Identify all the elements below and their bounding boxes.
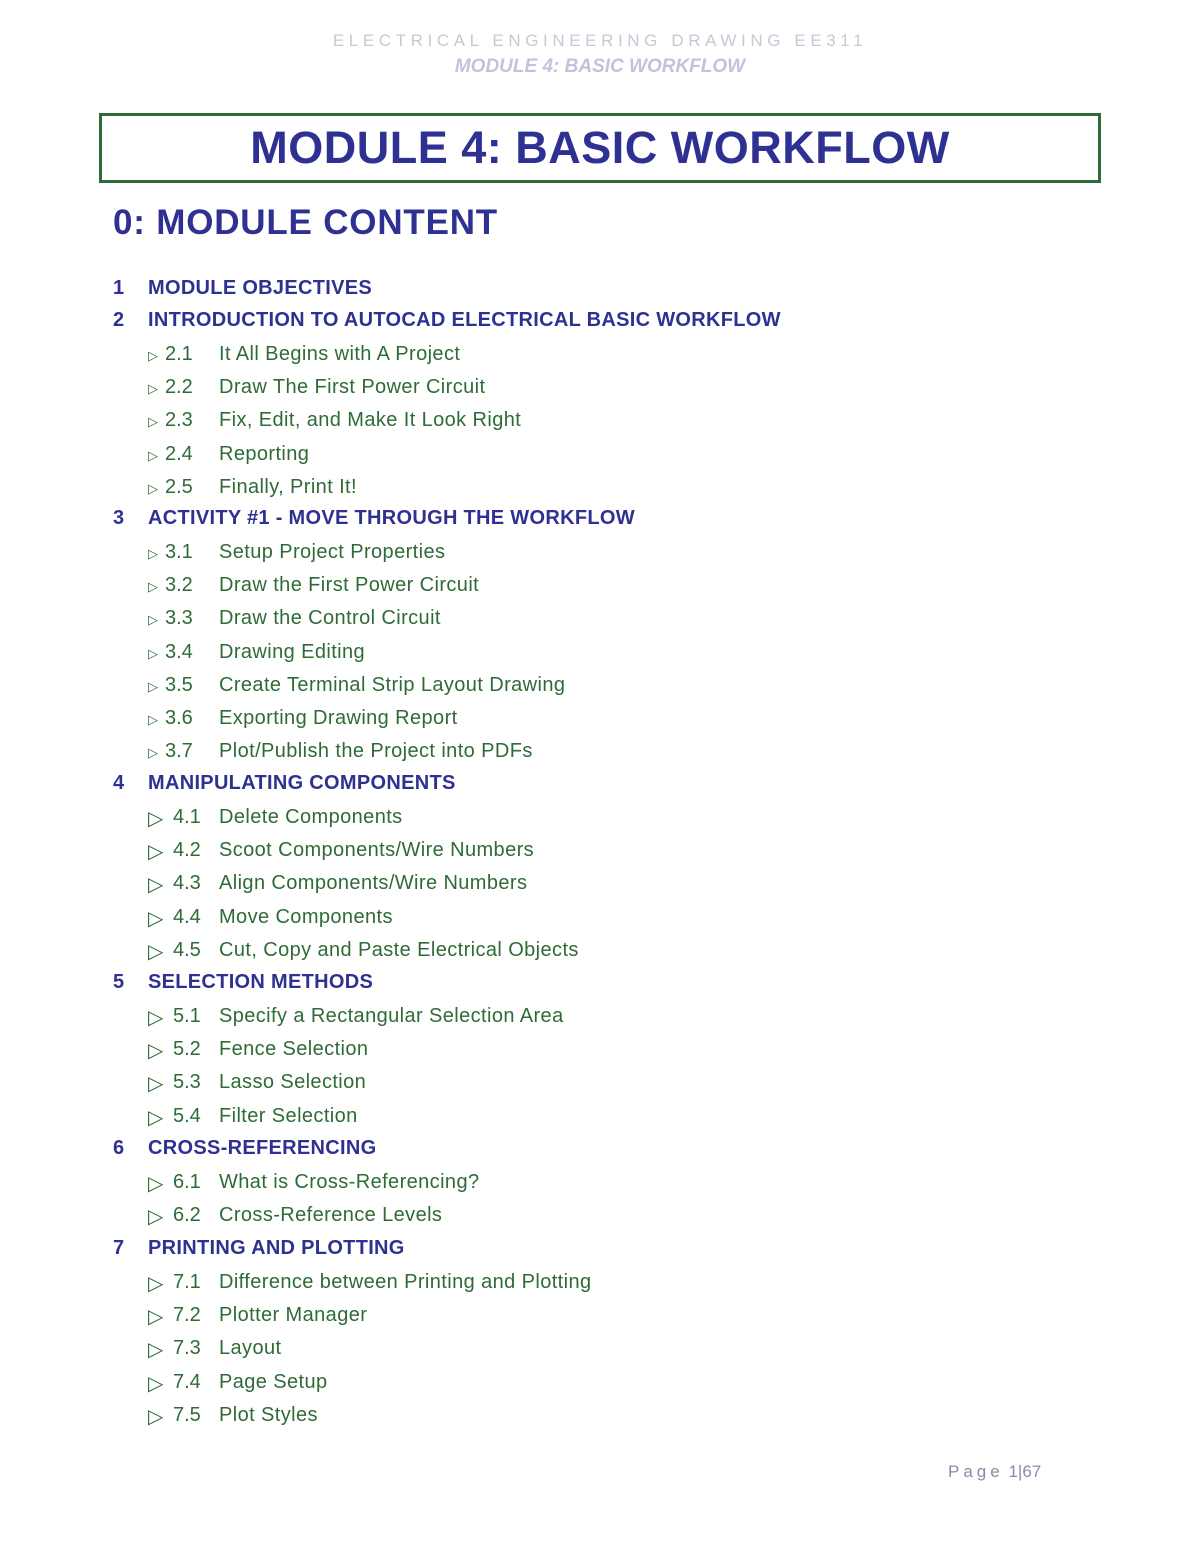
triangle-icon: ▷ — [148, 1273, 164, 1295]
toc-section-label: INTRODUCTION TO AUTOCAD ELECTRICAL BASIC WORKFLOW — [148, 309, 781, 331]
toc-subsection-label: Plotter Manager — [219, 1304, 368, 1327]
toc-section-number: 5 — [113, 971, 125, 993]
toc-subsection-label: Draw the First Power Circuit — [219, 574, 480, 597]
page-total: 67 — [1022, 1462, 1042, 1481]
toc-section-number: 6 — [113, 1137, 125, 1159]
toc-section-label: ACTIVITY #1 - MOVE THROUGH THE WORKFLOW — [148, 507, 635, 529]
toc-subsection-number: 3.7 — [165, 740, 193, 763]
triangle-icon: ▷ — [148, 1372, 164, 1395]
triangle-icon: ▷ — [148, 1173, 164, 1195]
module-title: MODULE 4: BASIC WORKFLOW — [250, 122, 950, 173]
small-triangle-icon: ▷ — [148, 381, 158, 397]
toc-subsection-label: Drawing Editing — [219, 640, 366, 663]
triangle-icon: ▷ — [148, 808, 164, 830]
toc-subsection-number: 3.3 — [165, 607, 193, 630]
toc-subsection-label: Fix, Edit, and Make It Look Right — [219, 409, 522, 432]
toc-subsection-number: 7.1 — [173, 1271, 201, 1293]
small-triangle-icon: ▷ — [148, 348, 158, 363]
toc-subsection-number: 3.5 — [165, 673, 193, 696]
toc-subsection-number: 5.1 — [173, 1005, 201, 1027]
toc-subsection-number: 4.1 — [173, 806, 201, 828]
toc-subsection-label: Scoot Components/Wire Numbers — [219, 839, 535, 862]
toc-subsection-label: Plot Styles — [219, 1403, 318, 1426]
toc-subsection-number: 2.4 — [165, 442, 193, 465]
toc-section-number: 7 — [113, 1237, 125, 1259]
page-separator: | — [1017, 1462, 1023, 1481]
toc-subsection-label: Filter Selection — [219, 1104, 358, 1127]
toc-section-label: CROSS-REFERENCING — [148, 1137, 377, 1159]
small-triangle-icon: ▷ — [148, 480, 158, 496]
toc-subsection-label: Difference between Printing and Plotting — [219, 1271, 592, 1293]
toc-section-label: MANIPULATING COMPONENTS — [148, 772, 456, 794]
small-triangle-icon: ▷ — [148, 645, 158, 661]
toc-subsection-number: 3.6 — [165, 707, 193, 729]
triangle-icon: ▷ — [148, 1007, 164, 1029]
toc-subsection-label: Cross-Reference Levels — [219, 1204, 443, 1227]
toc-subsection-number: 2.5 — [165, 475, 193, 498]
triangle-icon: ▷ — [148, 1306, 164, 1329]
toc-subsection-number: 7.4 — [173, 1370, 201, 1393]
toc-subsection-number: 2.1 — [165, 343, 193, 365]
triangle-icon: ▷ — [148, 1073, 164, 1096]
triangle-icon: ▷ — [148, 841, 164, 864]
toc-subsection-number: 5.3 — [173, 1071, 201, 1094]
page-number: 1 — [1008, 1462, 1018, 1481]
toc-subsection-number: 5.4 — [173, 1104, 201, 1127]
toc-section-label: SELECTION METHODS — [148, 971, 374, 993]
toc-subsection-label: Layout — [219, 1337, 282, 1360]
triangle-icon: ▷ — [148, 1339, 164, 1362]
small-triangle-icon: ▷ — [148, 579, 158, 595]
running-header-course: ELECTRICAL ENGINEERING DRAWING EE311 — [332, 31, 868, 50]
toc-section-number: 1 — [113, 277, 125, 299]
toc-subsection-label: Create Terminal Strip Layout Drawing — [219, 673, 566, 696]
toc-subsection-number: 7.5 — [173, 1403, 201, 1426]
toc-subsection-label: Plot/Publish the Project into PDFs — [219, 740, 533, 763]
toc-subsection-label: Fence Selection — [219, 1038, 369, 1061]
toc-section-label: PRINTING AND PLOTTING — [148, 1237, 405, 1259]
small-triangle-icon: ▷ — [148, 447, 158, 463]
toc-subsection-label: Lasso Selection — [219, 1071, 367, 1094]
toc-subsection-label: Cut, Copy and Paste Electrical Objects — [219, 938, 579, 961]
toc-subsection-label: What is Cross-Referencing? — [219, 1171, 480, 1193]
toc-subsection-label: Move Components — [219, 905, 393, 928]
toc-section-number: 3 — [113, 507, 125, 529]
small-triangle-icon: ▷ — [148, 612, 158, 628]
toc-subsection-number: 6.1 — [173, 1171, 201, 1193]
toc-subsection-number: 3.4 — [165, 640, 193, 663]
toc-subsection-label: Reporting — [219, 442, 310, 465]
triangle-icon: ▷ — [148, 940, 164, 963]
page-footer — [948, 1462, 1041, 1482]
toc-section-number: 2 — [113, 309, 125, 331]
small-triangle-icon: ▷ — [148, 712, 158, 727]
toc-subsection-label: Delete Components — [219, 806, 403, 828]
toc-subsection-number: 2.3 — [165, 409, 193, 432]
triangle-icon: ▷ — [148, 1106, 164, 1129]
triangle-icon: ▷ — [148, 874, 164, 897]
triangle-icon: ▷ — [148, 1206, 164, 1229]
toc-subsection-label: Finally, Print It! — [219, 475, 357, 498]
triangle-icon: ▷ — [148, 1040, 164, 1063]
toc-subsection-number: 4.4 — [173, 905, 201, 928]
toc-subsection-label: It All Begins with A Project — [219, 343, 461, 365]
toc-subsection-label: Draw The First Power Circuit — [219, 376, 486, 399]
small-triangle-icon: ▷ — [148, 414, 158, 430]
toc-subsection-label: Setup Project Properties — [219, 541, 446, 563]
toc-subsection-number: 4.2 — [173, 839, 201, 862]
toc-subsection-label: Specify a Rectangular Selection Area — [219, 1005, 564, 1027]
toc-subsection-number: 6.2 — [173, 1204, 201, 1227]
toc-subsection-number: 5.2 — [173, 1038, 201, 1061]
toc-subsection-number: 7.2 — [173, 1304, 201, 1327]
small-triangle-icon: ▷ — [148, 745, 158, 761]
small-triangle-icon: ▷ — [148, 546, 158, 561]
small-triangle-icon: ▷ — [148, 678, 158, 694]
toc-section-label: MODULE OBJECTIVES — [148, 277, 373, 299]
toc-subsection-number: 4.5 — [173, 938, 201, 961]
toc-subsection-number: 7.3 — [173, 1337, 201, 1360]
toc-subsection-label: Align Components/Wire Numbers — [219, 872, 528, 895]
running-header-module: MODULE 4: BASIC WORKFLOW — [454, 56, 746, 77]
page-word: Page — [948, 1462, 1004, 1481]
toc-subsection-number: 3.2 — [165, 574, 193, 597]
section-heading: 0: MODULE CONTENT — [113, 203, 498, 242]
toc-subsection-label: Draw the Control Circuit — [219, 607, 441, 630]
toc-subsection-label: Exporting Drawing Report — [219, 707, 458, 729]
toc-subsection-number: 2.2 — [165, 376, 193, 399]
toc-subsection-number: 3.1 — [165, 541, 193, 563]
toc-subsection-number: 4.3 — [173, 872, 201, 895]
toc-subsection-label: Page Setup — [219, 1370, 328, 1393]
triangle-icon: ▷ — [148, 907, 164, 930]
triangle-icon: ▷ — [148, 1405, 164, 1428]
toc-section-number: 4 — [113, 772, 125, 794]
module-title-frame — [99, 113, 1101, 183]
